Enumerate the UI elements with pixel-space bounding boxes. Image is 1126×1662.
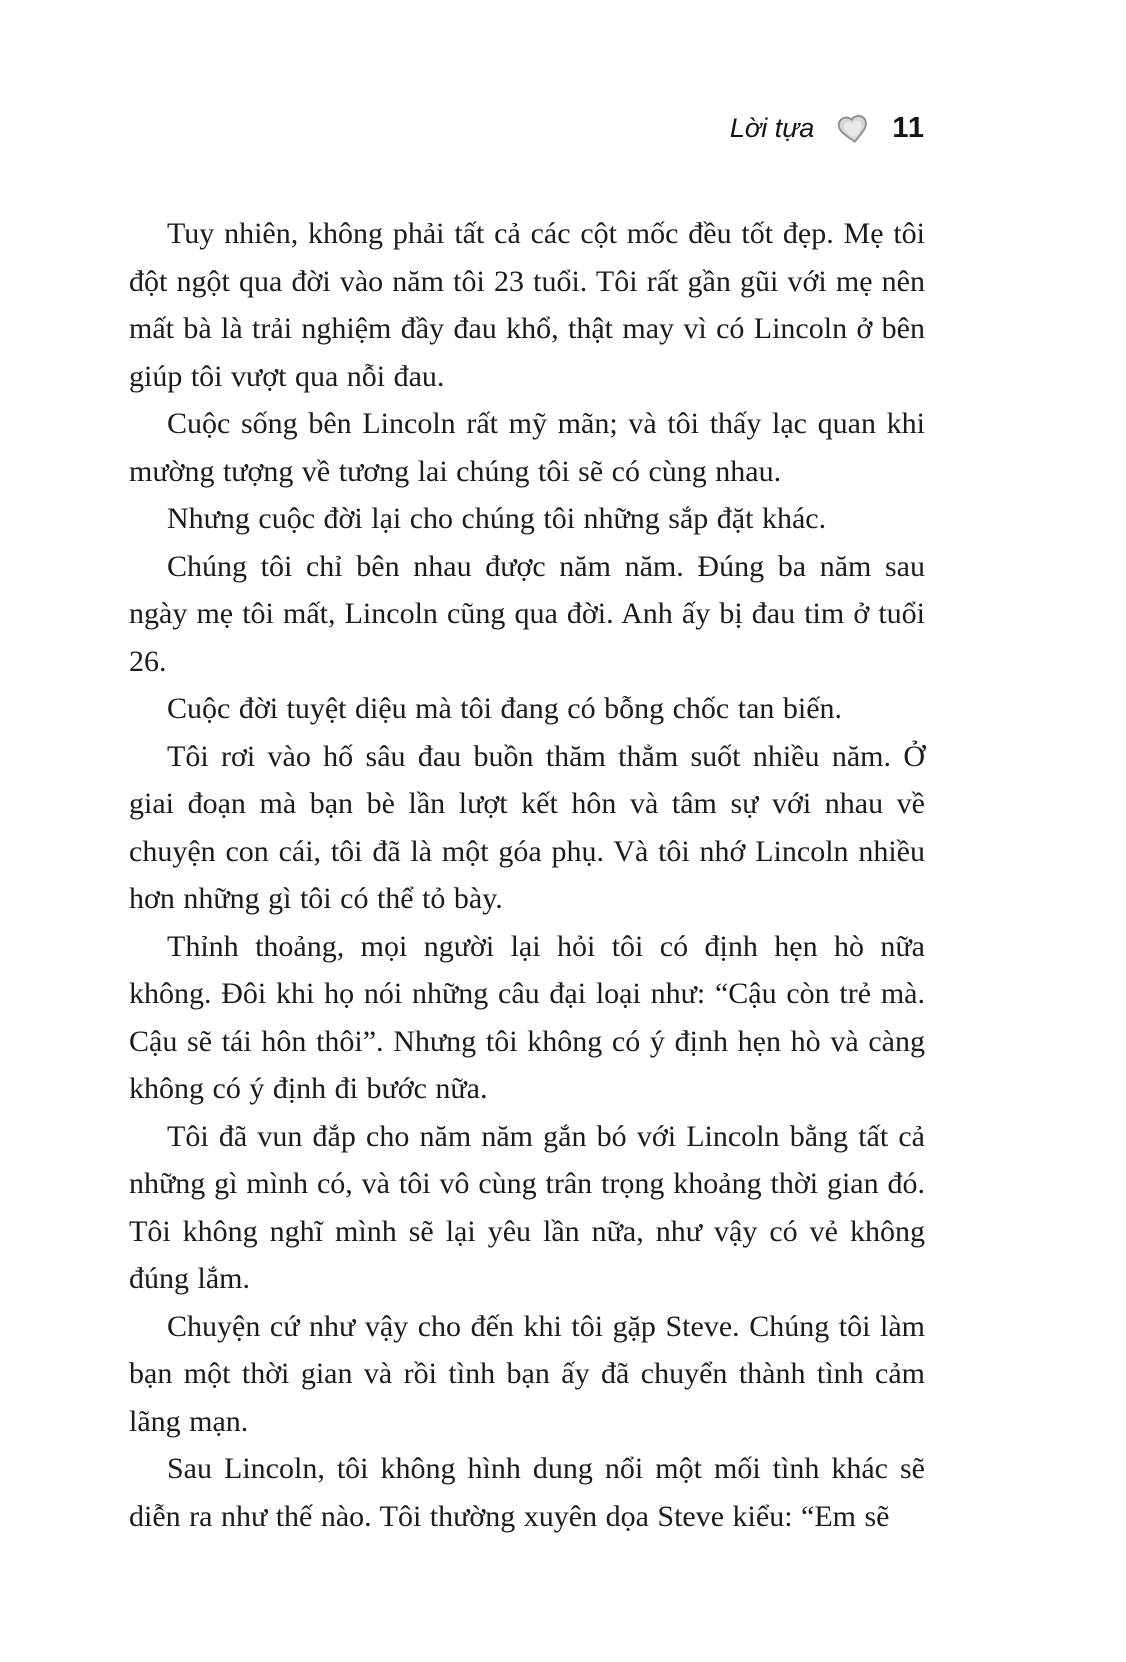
paragraph: Cuộc đời tuyệt diệu mà tôi đang có bỗng chốc tan biến. bbox=[167, 692, 843, 725]
paragraph: Thỉnh thoảng, mọi người lại hỏi tôi có định hẹn hò nữa không. Đôi khi họ nói những câu đại loại như: “Cậu còn trẻ mà. Cậu sẽ tái hôn thôi”. Nhưng tôi không có ý định hẹn hò và càng không có ý định đi bước nữa. bbox=[129, 929, 925, 1105]
paragraph: Chúng tôi chỉ bên nhau được năm năm. Đúng ba năm sau ngày mẹ tôi mất, Lincoln cũng qua đời. Anh ấy bị đau tim ở tuổi 26. bbox=[129, 549, 925, 678]
paragraph: Sau Lincoln, tôi không hình dung nổi một mối tình khác sẽ diễn ra như thế nào. Tôi thường xuyên dọa Steve kiểu: “Em sẽ bbox=[129, 1452, 925, 1533]
paragraph: Tôi đã vun đắp cho năm năm gắn bó với Lincoln bằng tất cả những gì mình có, và tôi vô cùng trân trọng khoảng thời gian đó. Tôi không nghĩ mình sẽ lại yêu lần nữa, như vậy có vẻ không đúng lắm. bbox=[129, 1119, 925, 1295]
body-text bbox=[129, 210, 925, 1540]
running-header bbox=[129, 112, 925, 145]
heart-icon bbox=[836, 114, 870, 144]
paragraph: Chuyện cứ như vậy cho đến khi tôi gặp Steve. Chúng tôi làm bạn một thời gian và rồi tình bạn ấy đã chuyển thành tình cảm lãng mạn. bbox=[129, 1309, 925, 1438]
paragraph: Cuộc sống bên Lincoln rất mỹ mãn; và tôi thấy lạc quan khi mường tượng về tương lai chúng tôi sẽ có cùng nhau. bbox=[129, 407, 925, 488]
paragraph: Nhưng cuộc đời lại cho chúng tôi những sắp đặt khác. bbox=[167, 502, 827, 535]
paragraph: Tôi rơi vào hố sâu đau buồn thăm thẳm suốt nhiều năm. Ở giai đoạn mà bạn bè lần lượt kết hôn và tâm sự với nhau về chuyện con cái, tôi đã là một góa phụ. Và tôi nhớ Lincoln nhiều hơn những gì tôi có thể tỏ bày. bbox=[129, 739, 925, 915]
paragraph: Tuy nhiên, không phải tất cả các cột mốc đều tốt đẹp. Mẹ tôi đột ngột qua đời vào năm tôi 23 tuổi. Tôi rất gần gũi với mẹ nên mất bà là trải nghiệm đầy đau khổ, thật may vì có Lincoln ở bên giúp tôi vượt qua nỗi đau. bbox=[129, 217, 925, 393]
page-number: 11 bbox=[892, 112, 925, 144]
section-title: Lời tựa bbox=[729, 113, 815, 143]
